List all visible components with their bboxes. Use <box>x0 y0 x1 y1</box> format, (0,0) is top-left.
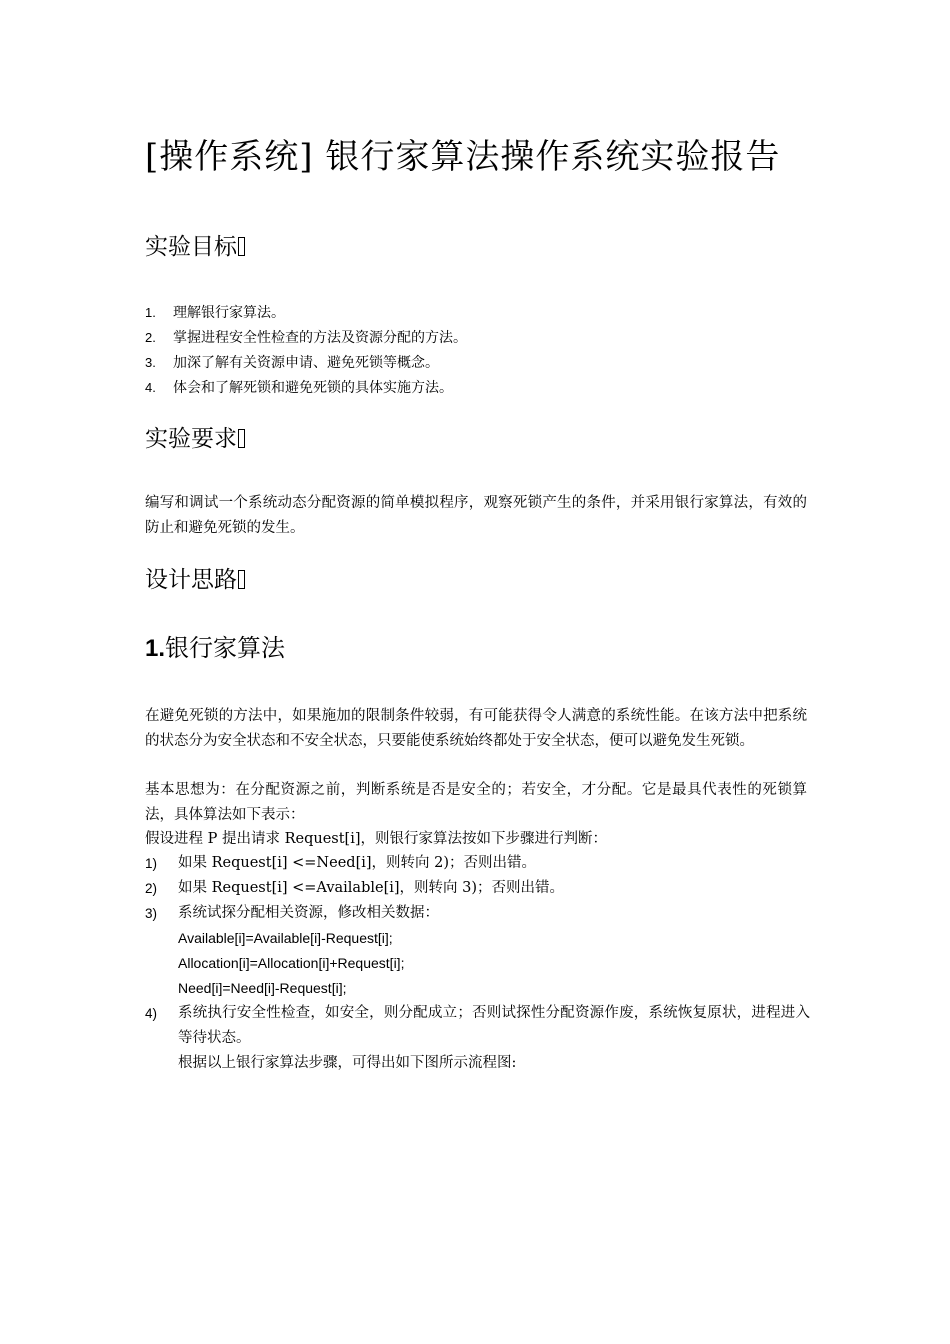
missing-glyph-icon <box>238 570 245 589</box>
design-paragraph-3 <box>145 827 807 852</box>
document-title: [操作系统] 银行家算法操作系统实验报告 <box>145 137 781 177</box>
list-item-text: 掌握进程安全性检查的方法及资源分配的方法。 <box>173 330 467 346</box>
step-text: 系统执行安全性检查，如安全，则分配成立；否则试探性分配资源作废，系统恢复原状，进程进入等待状态。 <box>178 1005 810 1046</box>
missing-glyph-icon <box>238 429 245 448</box>
formula-line: Allocation[i]=Allocation[i]+Request[i]; <box>178 955 405 971</box>
step-text: 如果 Request[i] <=Need[i]，则转向 2)；否则出错。 <box>178 855 537 871</box>
design-paragraph-1: 在避免死锁的方法中，如果施加的限制条件较弱，有可能获得令人满意的系统性能。在该方法中把系统的状态分为安全状态和不安全状态，只要能使系统始终都处于安全状态，便可以避免发生死锁。 <box>145 708 807 749</box>
step-item <box>145 901 810 926</box>
step-text: 系统试探分配相关资源，修改相关数据： <box>178 905 439 921</box>
step-item <box>145 851 810 876</box>
formula-line: Available[i]=Available[i]-Request[i]; <box>178 930 393 946</box>
list-item <box>145 300 805 325</box>
list-item <box>145 350 805 375</box>
section-heading-goal-text: 实验目标 <box>145 234 237 260</box>
section-heading-requirement-text: 实验要求 <box>145 426 237 452</box>
step-item <box>145 876 810 901</box>
subsection-number: 1. <box>145 635 166 662</box>
list-item-number: 3. <box>145 355 156 370</box>
list-item-number: 2. <box>145 330 156 345</box>
design-paragraph-3-text: 假设进程 P 提出请求 Request[i]，则银行家算法按如下步骤进行判断： <box>145 831 608 847</box>
list-item-number: 1. <box>145 305 156 320</box>
step-number: 4) <box>145 1006 158 1021</box>
list-item <box>145 375 805 400</box>
subsection-title: 银行家算法 <box>165 634 286 662</box>
section-heading-design-text: 设计思路 <box>145 567 237 593</box>
section-heading-requirement <box>145 422 245 456</box>
formula-line: Need[i]=Need[i]-Request[i]; <box>178 980 347 996</box>
step-number: 1) <box>145 856 158 871</box>
closing-line: 根据以上银行家算法步骤，可得出如下图所示流程图: <box>178 1055 517 1071</box>
requirement-paragraph: 编写和调试一个系统动态分配资源的简单模拟程序，观察死锁产生的条件，并采用银行家算法，有效的防止和避免死锁的发生。 <box>145 495 807 536</box>
step-number: 3) <box>145 906 158 921</box>
list-item-number: 4. <box>145 380 156 395</box>
steps-list <box>145 851 810 1076</box>
step-text: 如果 Request[i] <=Available[i]，则转向 3)；否则出错。 <box>178 880 565 896</box>
subsection-heading <box>145 630 285 667</box>
missing-glyph-icon <box>238 237 245 256</box>
list-item-text: 体会和了解死锁和避免死锁的具体实施方法。 <box>173 380 453 396</box>
section-heading-design <box>145 563 245 597</box>
list-item <box>145 325 805 350</box>
step-item <box>145 1001 810 1051</box>
step-number: 2) <box>145 881 158 896</box>
list-item-text: 加深了解有关资源申请、避免死锁等概念。 <box>173 355 439 371</box>
list-item-text: 理解银行家算法。 <box>173 305 285 321</box>
design-paragraph-2: 基本思想为：在分配资源之前，判断系统是否是安全的；若安全，才分配。它是最具代表性的死锁算法，具体算法如下表示： <box>145 782 807 823</box>
goal-list <box>145 300 805 400</box>
section-heading-goal <box>145 230 245 264</box>
